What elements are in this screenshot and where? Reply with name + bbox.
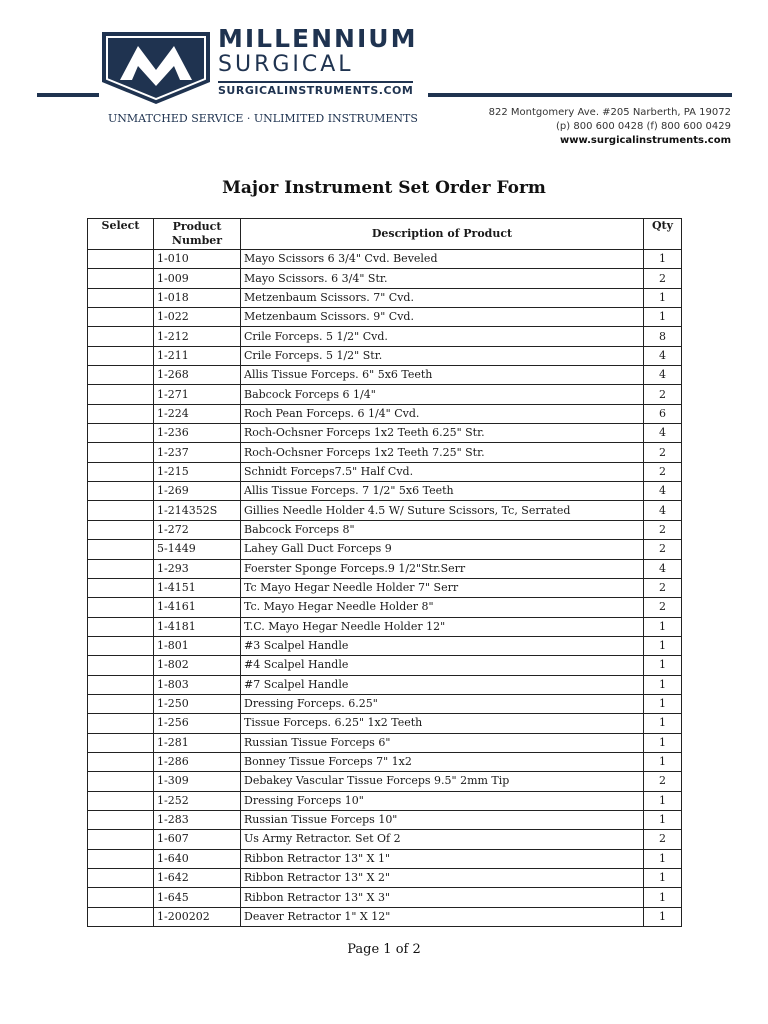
product-number-cell: 1-645 [154,888,241,907]
product-number-cell: 5-1449 [154,540,241,559]
product-number-cell: 1-272 [154,520,241,539]
table-row [88,791,682,810]
table-row [88,308,682,327]
header-qty: Qty [644,219,682,250]
table-row [88,424,682,443]
select-cell[interactable] [88,733,154,752]
description-cell: Dressing Forceps. 6.25" [241,694,644,713]
product-number-cell: 1-224 [154,404,241,423]
select-cell[interactable] [88,424,154,443]
header-select: Select [88,219,154,250]
select-cell[interactable] [88,250,154,269]
qty-cell: 1 [644,617,682,636]
product-number-cell: 1-803 [154,675,241,694]
qty-cell: 2 [644,462,682,481]
product-number-cell: 1-4181 [154,617,241,636]
select-cell[interactable] [88,791,154,810]
description-cell: #3 Scalpel Handle [241,636,644,655]
table-row [88,810,682,829]
page-number: Page 1 of 2 [347,942,421,957]
description-cell: Foerster Sponge Forceps.9 1/2"Str.Serr [241,559,644,578]
table-row [88,269,682,288]
description-cell: Babcock Forceps 8" [241,520,644,539]
product-number-cell: 1-271 [154,385,241,404]
qty-cell: 1 [644,675,682,694]
select-cell[interactable] [88,385,154,404]
brand-tagline: UNMATCHED SERVICE · UNLIMITED INSTRUMENTS [108,112,418,125]
select-cell[interactable] [88,288,154,307]
description-cell: Allis Tissue Forceps. 6" 5x6 Teeth [241,366,644,385]
description-cell: Russian Tissue Forceps 6" [241,733,644,752]
description-cell: T.C. Mayo Hegar Needle Holder 12" [241,617,644,636]
description-cell: Russian Tissue Forceps 10" [241,810,644,829]
description-cell: Tissue Forceps. 6.25" 1x2 Teeth [241,714,644,733]
contact-website: www.surgicalinstruments.com [560,135,731,146]
product-number-cell: 1-022 [154,308,241,327]
select-cell[interactable] [88,694,154,713]
description-cell: Ribbon Retractor 13" X 3" [241,888,644,907]
qty-cell: 4 [644,501,682,520]
product-number-cell: 1-281 [154,733,241,752]
contact-address: 822 Montgomery Ave. #205 Narberth, PA 19072 [488,107,731,118]
select-cell[interactable] [88,869,154,888]
select-cell[interactable] [88,907,154,926]
table-row [88,869,682,888]
description-cell: Roch-Ochsner Forceps 1x2 Teeth 7.25" Str. [241,443,644,462]
select-cell[interactable] [88,346,154,365]
select-cell[interactable] [88,327,154,346]
qty-cell: 1 [644,714,682,733]
product-number-cell: 1-211 [154,346,241,365]
product-number-cell: 1-293 [154,559,241,578]
product-number-cell: 1-268 [154,366,241,385]
select-cell[interactable] [88,308,154,327]
qty-cell: 4 [644,346,682,365]
product-number-cell: 1-4161 [154,598,241,617]
qty-cell: 2 [644,520,682,539]
qty-cell: 1 [644,656,682,675]
description-cell: Tc Mayo Hegar Needle Holder 7" Serr [241,578,644,597]
product-number-cell: 1-802 [154,656,241,675]
table-row [88,559,682,578]
description-cell: Roch-Ochsner Forceps 1x2 Teeth 6.25" Str. [241,424,644,443]
select-cell[interactable] [88,888,154,907]
description-cell: Mayo Scissors 6 3/4" Cvd. Beveled [241,250,644,269]
table-row [88,327,682,346]
qty-cell: 1 [644,250,682,269]
brand-name-line2: SURGICAL [218,52,354,77]
product-number-cell: 1-642 [154,869,241,888]
contact-block [489,106,731,148]
qty-cell: 1 [644,810,682,829]
description-cell: Schnidt Forceps7.5" Half Cvd. [241,462,644,481]
product-number-cell: 1-010 [154,250,241,269]
description-cell: Us Army Retractor. Set Of 2 [241,830,644,849]
select-cell[interactable] [88,366,154,385]
qty-cell: 2 [644,830,682,849]
description-cell: Ribbon Retractor 13" X 1" [241,849,644,868]
qty-cell: 1 [644,869,682,888]
table-row [88,714,682,733]
brand-name-line1: MILLENNIUM [218,24,418,53]
table-row [88,830,682,849]
contact-phone-fax: (p) 800 600 0428 (f) 800 600 0429 [556,121,731,132]
description-cell: Allis Tissue Forceps. 7 1/2" 5x6 Teeth [241,482,644,501]
description-cell: #4 Scalpel Handle [241,656,644,675]
description-cell: #7 Scalpel Handle [241,675,644,694]
table-row [88,501,682,520]
select-cell[interactable] [88,714,154,733]
description-cell: Ribbon Retractor 13" X 2" [241,869,644,888]
select-cell[interactable] [88,752,154,771]
table-row [88,733,682,752]
page-title: Major Instrument Set Order Form [222,178,546,198]
select-cell[interactable] [88,675,154,694]
product-number-cell: 1-214352S [154,501,241,520]
product-number-cell: 1-212 [154,327,241,346]
product-number-cell: 1-801 [154,636,241,655]
qty-cell: 1 [644,849,682,868]
qty-cell: 1 [644,694,682,713]
table-row [88,404,682,423]
description-cell: Gillies Needle Holder 4.5 W/ Suture Scissors, Tc, Serrated [241,501,644,520]
description-cell: Metzenbaum Scissors. 9" Cvd. [241,308,644,327]
qty-cell: 1 [644,636,682,655]
select-cell[interactable] [88,849,154,868]
product-number-cell: 1-200202 [154,907,241,926]
table-row [88,598,682,617]
description-cell: Tc. Mayo Hegar Needle Holder 8" [241,598,644,617]
product-number-cell: 1-283 [154,810,241,829]
product-number-cell: 1-236 [154,424,241,443]
product-number-cell: 1-215 [154,462,241,481]
header-description: Description of Product [241,219,644,250]
product-number-cell: 1-018 [154,288,241,307]
select-cell[interactable] [88,772,154,791]
qty-cell: 1 [644,308,682,327]
select-cell[interactable] [88,830,154,849]
select-cell[interactable] [88,482,154,501]
header-rule-right [428,93,732,97]
table-row [88,443,682,462]
select-cell[interactable] [88,540,154,559]
qty-cell: 4 [644,559,682,578]
table-row [88,675,682,694]
description-cell: Crile Forceps. 5 1/2" Cvd. [241,327,644,346]
description-cell: Crile Forceps. 5 1/2" Str. [241,346,644,365]
order-table [87,218,682,927]
table-row [88,385,682,404]
table-row [88,482,682,501]
product-number-cell: 1-256 [154,714,241,733]
select-cell[interactable] [88,636,154,655]
qty-cell: 1 [644,752,682,771]
order-table-body [88,250,682,927]
select-cell[interactable] [88,656,154,675]
table-row [88,888,682,907]
qty-cell: 1 [644,288,682,307]
select-cell[interactable] [88,520,154,539]
select-cell[interactable] [88,598,154,617]
qty-cell: 8 [644,327,682,346]
description-cell: Roch Pean Forceps. 6 1/4" Cvd. [241,404,644,423]
product-number-cell: 1-250 [154,694,241,713]
qty-cell: 6 [644,404,682,423]
product-number-cell: 1-640 [154,849,241,868]
description-cell: Debakey Vascular Tissue Forceps 9.5" 2mm Tip [241,772,644,791]
description-cell: Mayo Scissors. 6 3/4" Str. [241,269,644,288]
description-cell: Metzenbaum Scissors. 7" Cvd. [241,288,644,307]
description-cell: Lahey Gall Duct Forceps 9 [241,540,644,559]
header-product-number: Product Number [154,219,241,250]
qty-cell: 2 [644,540,682,559]
table-row [88,462,682,481]
description-cell: Dressing Forceps 10" [241,791,644,810]
table-row [88,752,682,771]
table-row [88,250,682,269]
description-cell: Bonney Tissue Forceps 7" 1x2 [241,752,644,771]
select-cell[interactable] [88,462,154,481]
select-cell[interactable] [88,404,154,423]
table-row [88,346,682,365]
qty-cell: 1 [644,791,682,810]
select-cell[interactable] [88,810,154,829]
table-row [88,288,682,307]
table-row [88,772,682,791]
select-cell[interactable] [88,559,154,578]
table-header-row [88,219,682,250]
qty-cell: 2 [644,598,682,617]
qty-cell: 4 [644,366,682,385]
product-number-cell: 1-269 [154,482,241,501]
product-number-cell: 1-607 [154,830,241,849]
table-row [88,636,682,655]
qty-cell: 1 [644,888,682,907]
millennium-logo-icon [100,30,212,106]
table-row [88,578,682,597]
qty-cell: 2 [644,443,682,462]
brand-url: SURGICALINSTRUMENTS.COM [218,81,413,97]
product-number-cell: 1-4151 [154,578,241,597]
qty-cell: 2 [644,578,682,597]
select-cell[interactable] [88,269,154,288]
table-row [88,849,682,868]
product-number-cell: 1-237 [154,443,241,462]
select-cell[interactable] [88,501,154,520]
qty-cell: 4 [644,482,682,501]
select-cell[interactable] [88,578,154,597]
table-row [88,907,682,926]
product-number-cell: 1-009 [154,269,241,288]
table-row [88,617,682,636]
description-cell: Babcock Forceps 6 1/4" [241,385,644,404]
letterhead [0,0,768,160]
header-rule-left [37,93,99,97]
select-cell[interactable] [88,443,154,462]
qty-cell: 2 [644,385,682,404]
product-number-cell: 1-309 [154,772,241,791]
qty-cell: 2 [644,269,682,288]
product-number-cell: 1-286 [154,752,241,771]
product-number-cell: 1-252 [154,791,241,810]
select-cell[interactable] [88,617,154,636]
table-row [88,366,682,385]
table-row [88,694,682,713]
qty-cell: 4 [644,424,682,443]
table-row [88,520,682,539]
description-cell: Deaver Retractor 1" X 12" [241,907,644,926]
qty-cell: 1 [644,907,682,926]
table-row [88,540,682,559]
qty-cell: 1 [644,733,682,752]
table-row [88,656,682,675]
qty-cell: 2 [644,772,682,791]
